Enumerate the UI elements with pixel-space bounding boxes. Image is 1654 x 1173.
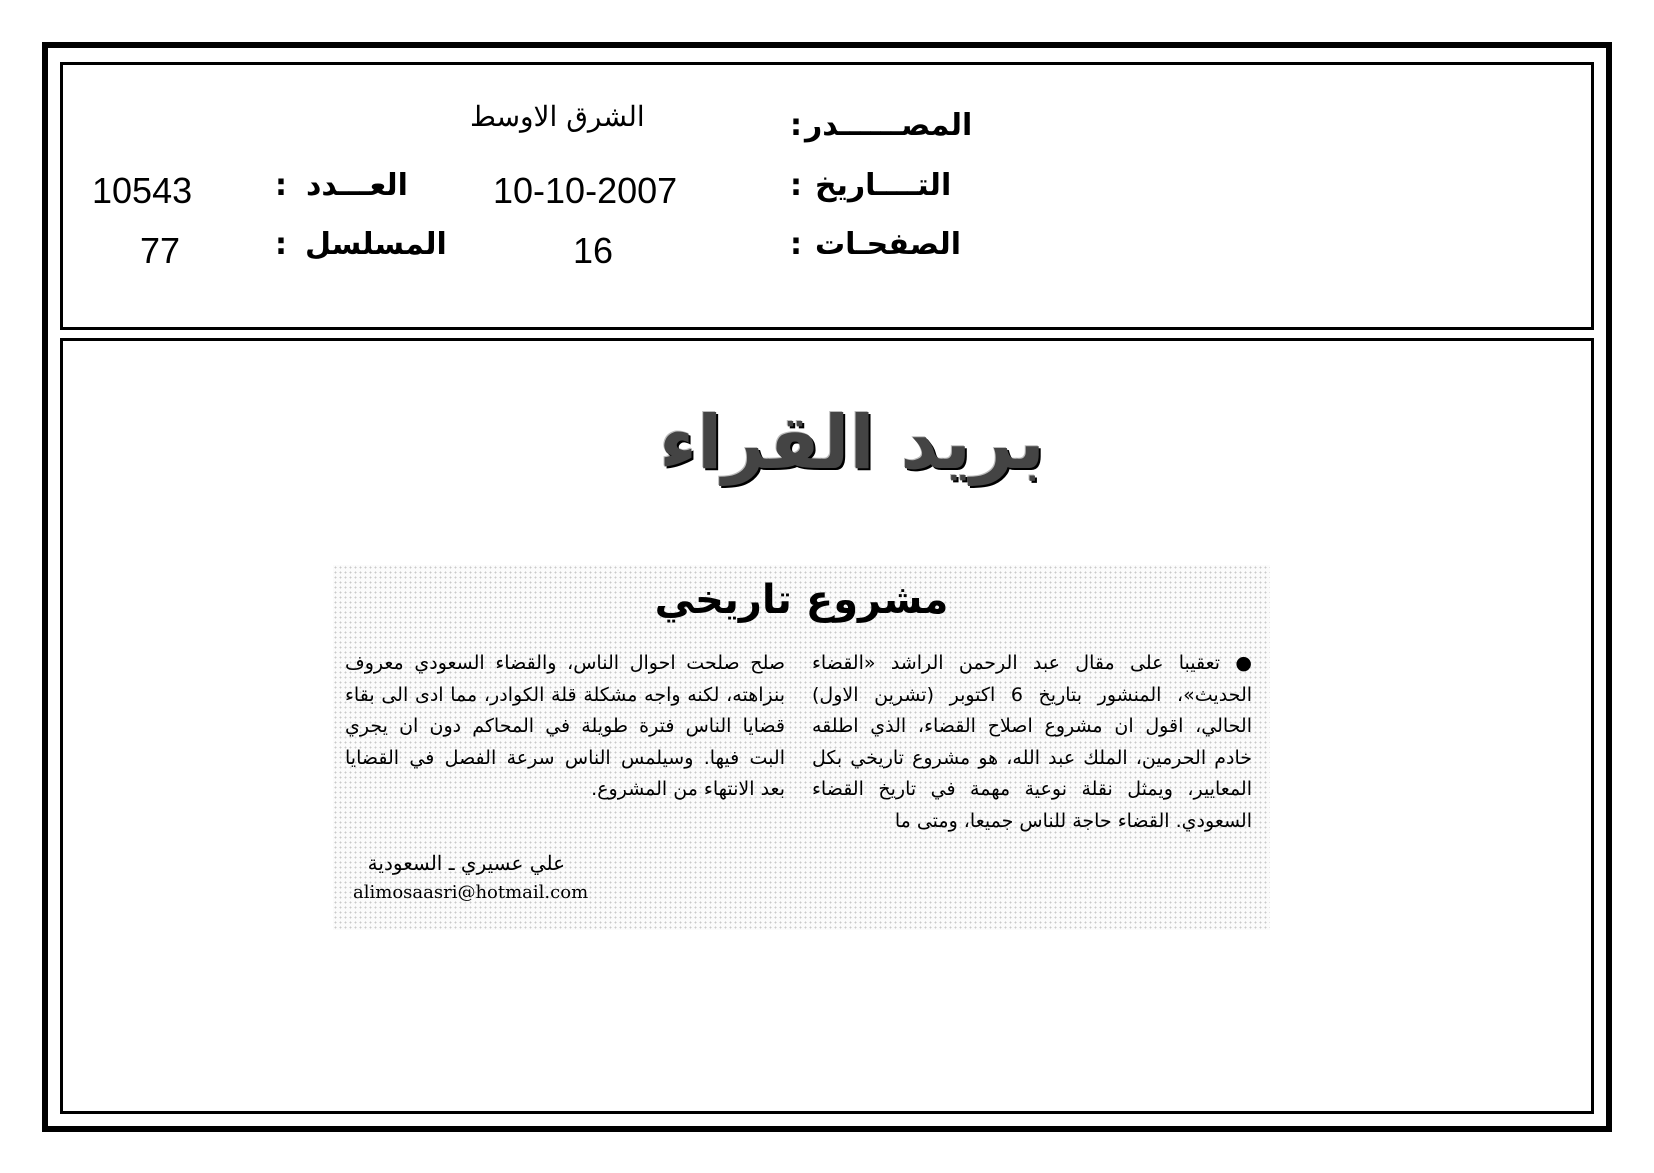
serial-label: المسلسل bbox=[305, 227, 447, 262]
pages-colon: : bbox=[790, 227, 802, 262]
serial-value: 77 bbox=[140, 230, 181, 271]
issue-value: 10543 bbox=[92, 170, 193, 211]
date-value: 10-10-2007 bbox=[493, 170, 678, 211]
newspaper-clipping bbox=[333, 565, 1270, 930]
source-label: المصــــــدر bbox=[805, 108, 973, 143]
pages-value: 16 bbox=[573, 230, 614, 271]
article-column-right bbox=[812, 648, 1252, 837]
date-label: التــــاريخ bbox=[815, 168, 952, 203]
article-column-left bbox=[345, 648, 785, 806]
article-author: علي عسيري ـ السعودية bbox=[367, 851, 565, 875]
pages-label: الصفحـات bbox=[815, 227, 961, 262]
article-email: alimosaasri@hotmail.com bbox=[353, 882, 589, 903]
section-title-text: بريد القراء bbox=[659, 400, 1045, 486]
article-title: مشروع تاريخي bbox=[654, 577, 949, 623]
article-paragraph-1: ● تعقيبا على مقال عبد الرحمن الراشد «القضاء الحديث»، المنشور بتاريخ 6 اكتوبر (تشرين الاول) الحالي، اقول ان مشروع اصلاح القضاء، الذي اطلقه خادم الحرمين، الملك عبد الله، هو مشروع تاريخي بكل المعايير، ويمثل نقلة نوعية مهمة في تاريخ القضاء السعودي. القضاء حاجة للناس جميعا، ومتى ما bbox=[812, 652, 1253, 832]
section-title bbox=[0, 400, 1654, 486]
source-value: الشرق الاوسط bbox=[470, 100, 645, 133]
serial-colon: : bbox=[275, 227, 287, 262]
source-colon: : bbox=[790, 108, 802, 143]
article-paragraph-2: صلح صلحت احوال الناس، والقضاء السعودي معروف بنزاهته، لكنه واجه مشكلة قلة الكوادر، مما ادى الى بقاء قضايا الناس فترة طويلة في المحاكم دون ان يجري البت فيها. وسيلمس الناس سرعة الفصل في القضايا بعد الانتهاء من المشروع. bbox=[345, 652, 785, 800]
issue-colon: : bbox=[275, 168, 287, 203]
issue-label: العـــدد bbox=[306, 168, 408, 203]
date-colon: : bbox=[790, 168, 802, 203]
